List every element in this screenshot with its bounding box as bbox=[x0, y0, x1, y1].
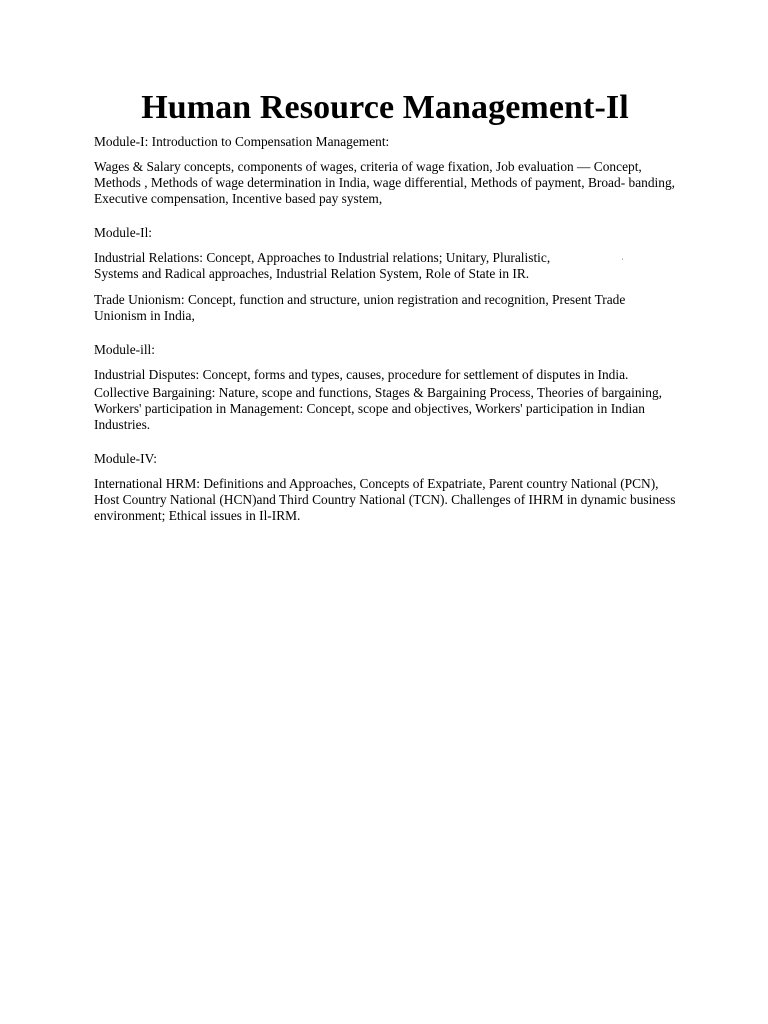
document-title: Human Resource Management-Il bbox=[141, 89, 629, 126]
module-4 bbox=[94, 451, 676, 524]
module-1 bbox=[94, 134, 676, 207]
module-3 bbox=[94, 342, 676, 433]
module-2 bbox=[94, 225, 676, 324]
module-3-heading: Module-ill: bbox=[94, 342, 155, 357]
stray-dot-mark: ˙ bbox=[621, 257, 624, 266]
module-4-paragraph-1: International HRM: Definitions and Approaches, Concepts of Expatriate, Parent country National (PCN), Host Country National (HCN)and Third Country National (TCN). Challenges of IHRM in dynamic business environment; Ethical issues in Il-IRM. bbox=[94, 476, 676, 523]
module-2-paragraph-1: Industrial Relations: Concept, Approaches to Industrial relations; Unitary, Pluralistic, Systems and Radical approaches, Industrial Relation System, Role of State in IR. bbox=[94, 250, 551, 281]
module-1-paragraph-1: Wages & Salary concepts, components of wages, criteria of wage fixation, Job evaluation — Concept, Methods , Methods of wage determination in India, wage differential, Methods of payment, Broad- banding, Executive compensation, Incentive based pay system, bbox=[94, 159, 675, 206]
module-2-heading: Module-Il: bbox=[94, 225, 153, 240]
module-1-heading: Module-I: Introduction to Compensation Management: bbox=[94, 134, 390, 149]
module-3-paragraph-1: Industrial Disputes: Concept, forms and types, causes, procedure for settlement of disputes in India. bbox=[94, 367, 629, 382]
module-3-paragraph-2: Collective Bargaining: Nature, scope and functions, Stages & Bargaining Process, Theories of bargaining, Workers' participation in Management: Concept, scope and objectives, Workers' participation in Indian Industries. bbox=[94, 385, 662, 432]
module-2-paragraph-2: Trade Unionism: Concept, function and structure, union registration and recognition, Present Trade Unionism in India, bbox=[94, 292, 626, 323]
module-4-heading: Module-IV: bbox=[94, 451, 157, 466]
